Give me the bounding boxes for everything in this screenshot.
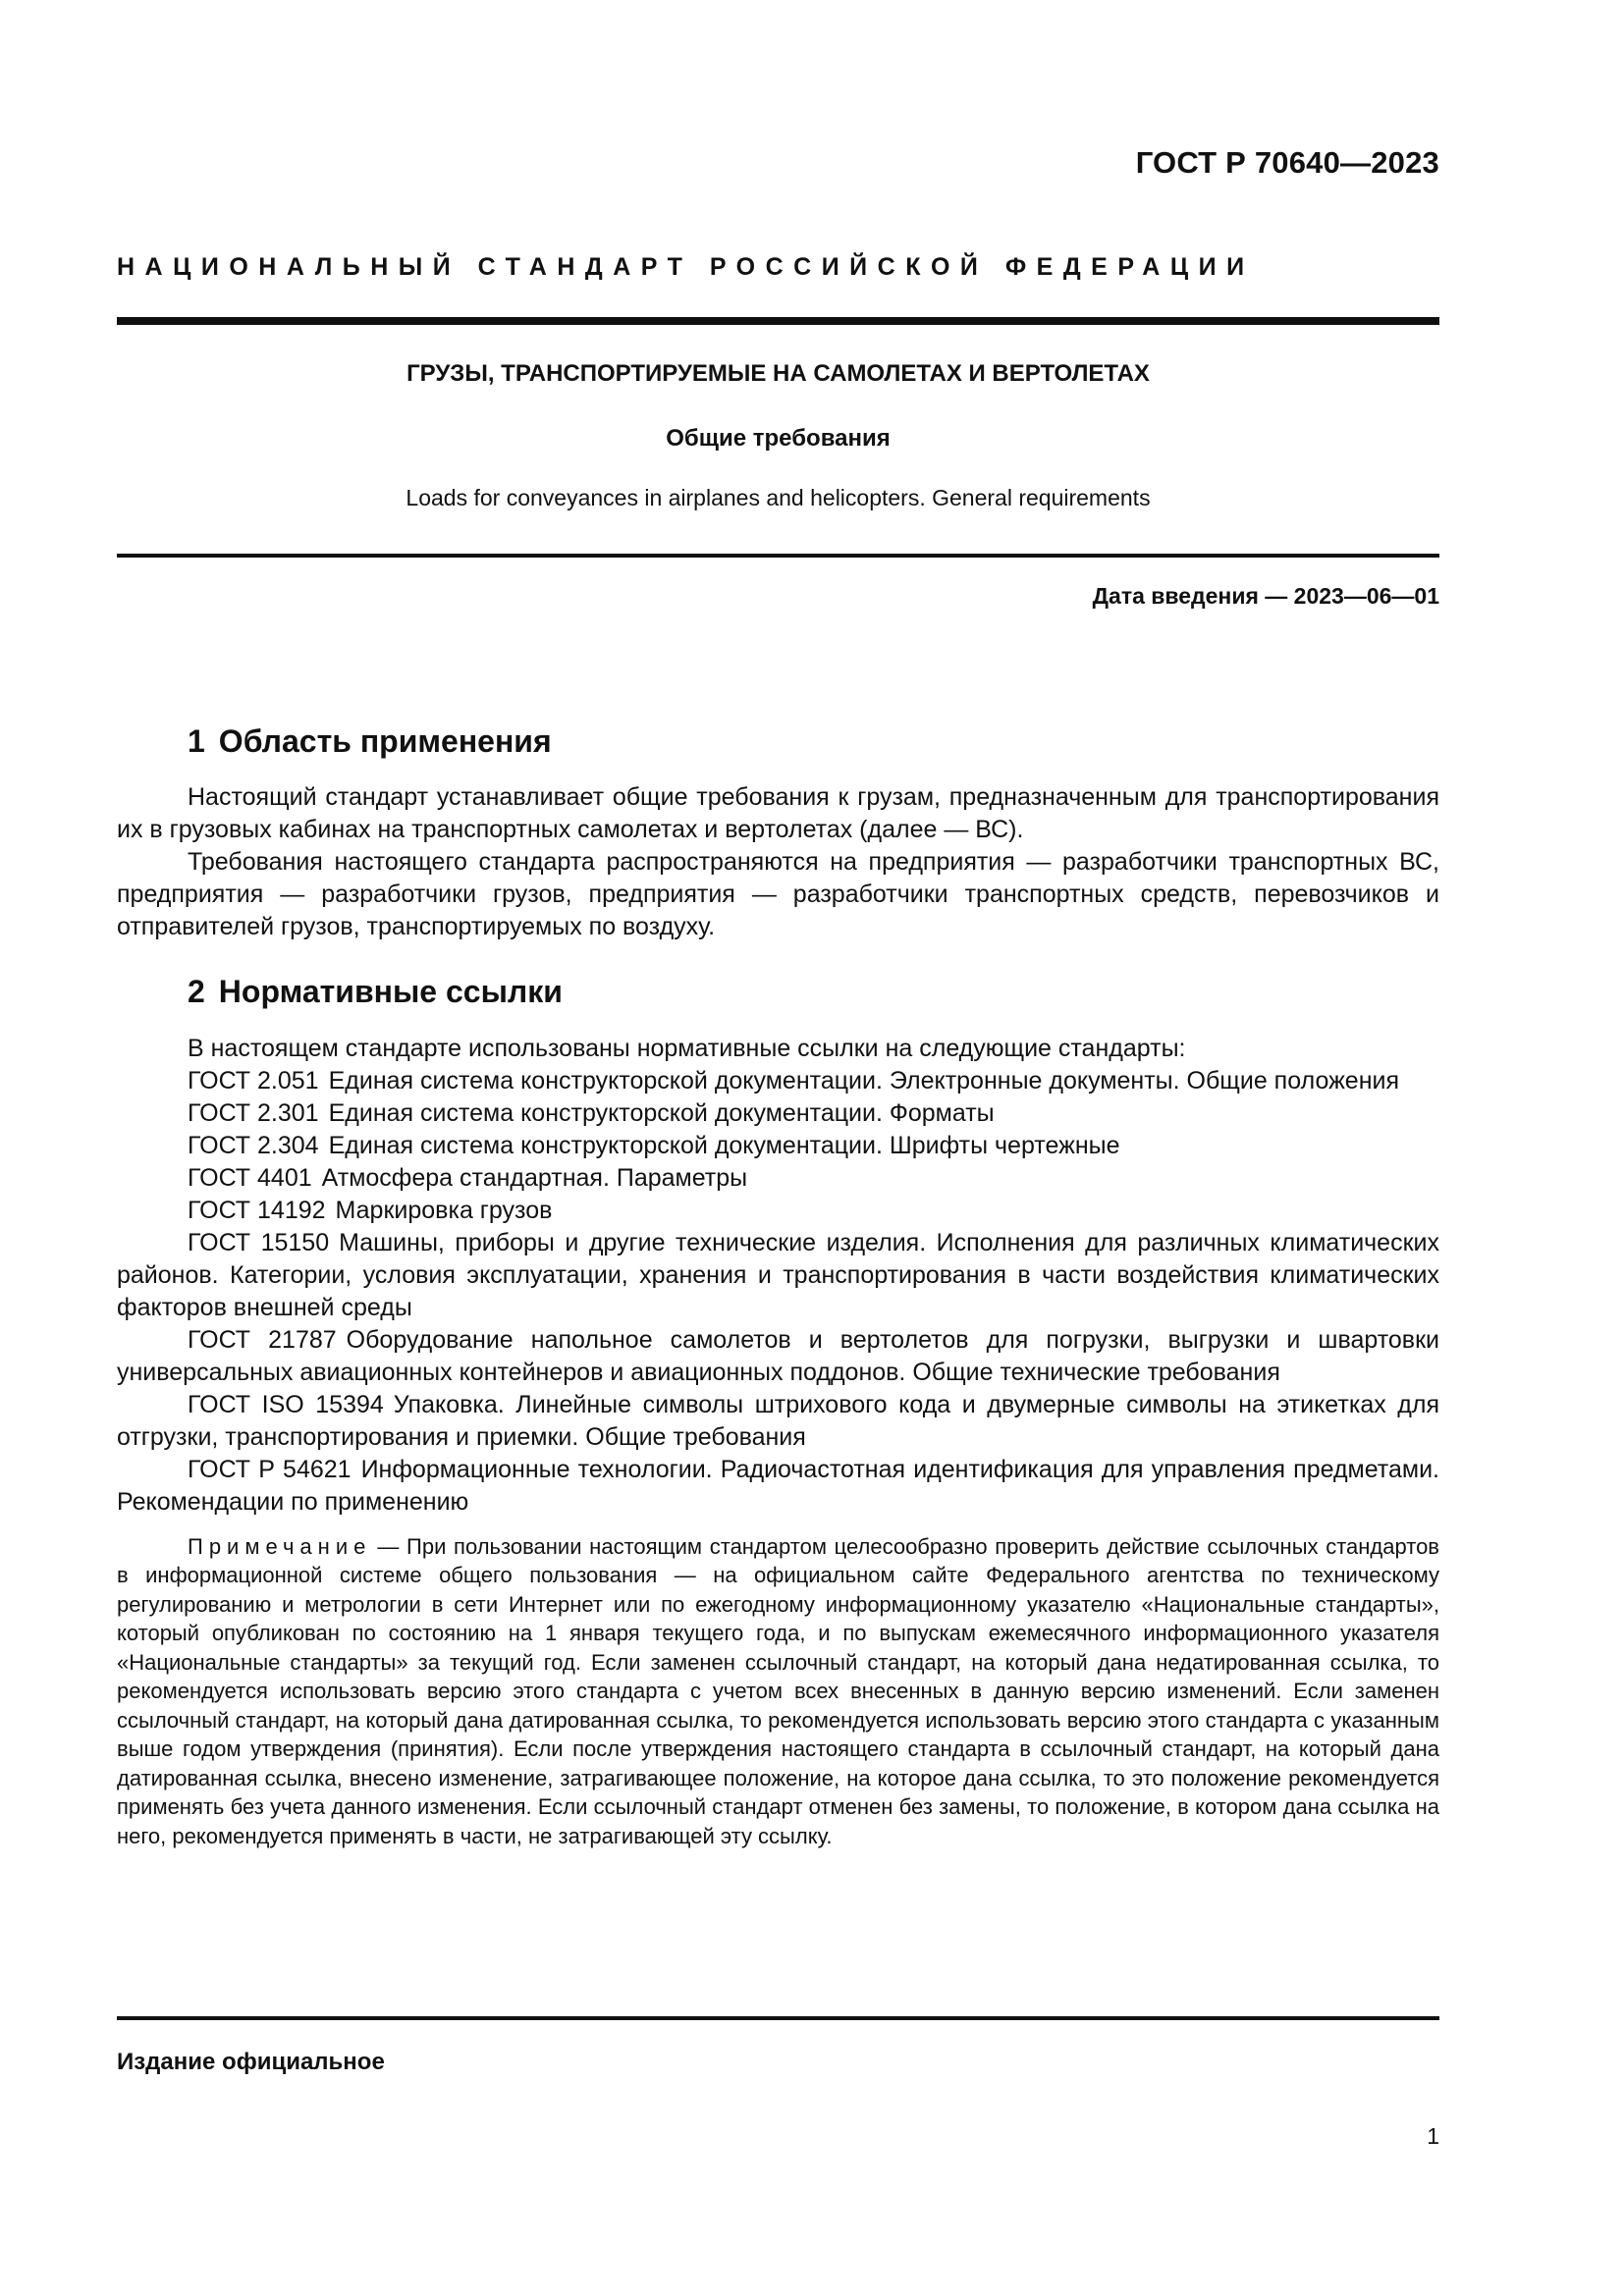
standard-code: ГОСТ Р 70640—2023 bbox=[1135, 145, 1439, 180]
section-number: 2 bbox=[188, 974, 205, 1010]
title-rule bbox=[117, 554, 1439, 558]
official-edition-label: Издание официальное bbox=[117, 2049, 385, 2075]
section-title: Область применения bbox=[218, 723, 552, 759]
paragraph: Требования настоящего стандарта распространяются на предприятия — разработчики транспортных ВС, предприятия — разработчики грузов, предприятия — разработчики транспортных средств, перевозчиков и отправителей грузов, транспортируемых по воздуху. bbox=[117, 848, 1439, 941]
note-text: — При пользовании настоящим стандартом целесообразно проверить действие ссылочных стандартов в информационной системе общего пользования — на официальном сайте Федерального агентства по техническому регулированию и метрологии в сети Интернет или по ежегодному информационному указателю «Национальные стандарты», который опубликован по состоянию на 1 января текущего года, и по выпускам ежемесячного информационного указателя «Национальные стандарты» за текущий год. Если заменен ссылочный стандарт, на который дана недатированная ссылка, то рекомендуется использовать версию этого стандарта с учетом всех внесенных в данную версию изменений. Если заменен ссылочный стандарт, на который дана датированная ссылка, то рекомендуется использовать версию этого стандарта с указанным выше годом утверждения (принятия). Если после утверждения настоящего стандарта в ссылочный стандарт, на который дана датированная ссылка, внесено изменение, затрагивающее положение, на которое дана ссылка, то это положение рекомендуется применять без учета данного изменения. Если ссылочный стандарт отменен без замены, то положение, в котором дана ссылка на него, рекомендуется применять в части, не затрагивающей эту ссылку. bbox=[117, 1533, 1439, 1848]
section-heading-references bbox=[117, 973, 1439, 1010]
document-page bbox=[117, 0, 1439, 2296]
reference-code: ГОСТ ISO 15394 bbox=[188, 1390, 384, 1418]
reference-code: ГОСТ 21787 bbox=[188, 1325, 337, 1354]
document-title-english: Loads for conveyances in airplanes and helicopters. General requirements bbox=[406, 485, 1151, 510]
reference-code: ГОСТ 2.051 bbox=[188, 1066, 319, 1095]
header-rule bbox=[117, 317, 1439, 325]
reference-text: Единая система конструкторской документации. Форматы bbox=[328, 1098, 995, 1127]
reference-text: Маркировка грузов bbox=[335, 1196, 553, 1224]
national-standard-heading: НАЦИОНАЛЬНЫЙ СТАНДАРТ РОССИЙСКОЙ ФЕДЕРАЦИИ bbox=[117, 253, 1255, 281]
references-note bbox=[117, 1532, 1439, 1851]
reference-code: ГОСТ 15150 bbox=[188, 1228, 330, 1256]
reference-item bbox=[117, 1162, 1439, 1195]
page-number: 1 bbox=[1427, 2123, 1439, 2149]
reference-text: Атмосфера стандартная. Параметры bbox=[321, 1163, 748, 1192]
reference-item bbox=[117, 1454, 1439, 1519]
reference-item bbox=[117, 1130, 1439, 1162]
section-title: Нормативные ссылки bbox=[218, 974, 563, 1010]
reference-text: Информационные технологии. Радиочастотная идентификация для управления предметами. Рекомендации по применению bbox=[117, 1455, 1439, 1516]
paragraph: Настоящий стандарт устанавливает общие требования к грузам, предназначенным для транспортирования их в грузовых кабинах на транспортных самолетах и вертолетах (далее — ВС). bbox=[117, 783, 1439, 844]
reference-text: Машины, приборы и другие технические изделия. Исполнения для различных климатических районов. Категории, условия эксплуатации, хранения и транспортирования в части воздействия климатических факторов внешней среды bbox=[117, 1228, 1439, 1321]
reference-code: ГОСТ 2.304 bbox=[188, 1131, 319, 1159]
reference-code: ГОСТ Р 54621 bbox=[188, 1455, 352, 1483]
reference-item bbox=[117, 1324, 1439, 1389]
reference-item bbox=[117, 1195, 1439, 1227]
document-subtitle: Общие требования bbox=[666, 425, 891, 452]
references-intro: В настоящем стандарте использованы нормативные ссылки на следующие стандарты: bbox=[188, 1034, 1186, 1062]
reference-code: ГОСТ 4401 bbox=[188, 1163, 312, 1192]
reference-item bbox=[117, 1227, 1439, 1324]
reference-text: Единая система конструкторской документации. Шрифты чертежные bbox=[328, 1131, 1120, 1159]
reference-item bbox=[117, 1065, 1439, 1097]
reference-text: Упаковка. Линейные символы штрихового кода и двумерные символы на этикетках для отгрузки, транспортирования и приемки. Общие требования bbox=[117, 1390, 1439, 1451]
footer-rule bbox=[117, 2016, 1439, 2020]
note-label: Примечание bbox=[188, 1533, 372, 1559]
reference-code: ГОСТ 2.301 bbox=[188, 1098, 319, 1127]
reference-text: Оборудование напольное самолетов и вертолетов для погрузки, выгрузки и швартовки универсальных авиационных контейнеров и авиационных поддонов. Общие технические требования bbox=[117, 1325, 1439, 1386]
section-heading-scope bbox=[117, 722, 1439, 760]
reference-text: Единая система конструкторской документации. Электронные документы. Общие положения bbox=[328, 1066, 1399, 1095]
reference-item bbox=[117, 1389, 1439, 1454]
document-title: ГРУЗЫ, ТРАНСПОРТИРУЕМЫЕ НА САМОЛЕТАХ И ВЕРТОЛЕТАХ bbox=[406, 360, 1150, 387]
introduction-date: Дата введения — 2023—06—01 bbox=[1092, 583, 1439, 609]
reference-item bbox=[117, 1097, 1439, 1130]
document-body bbox=[117, 722, 1439, 1850]
reference-code: ГОСТ 14192 bbox=[188, 1196, 326, 1224]
section-number: 1 bbox=[188, 723, 205, 759]
